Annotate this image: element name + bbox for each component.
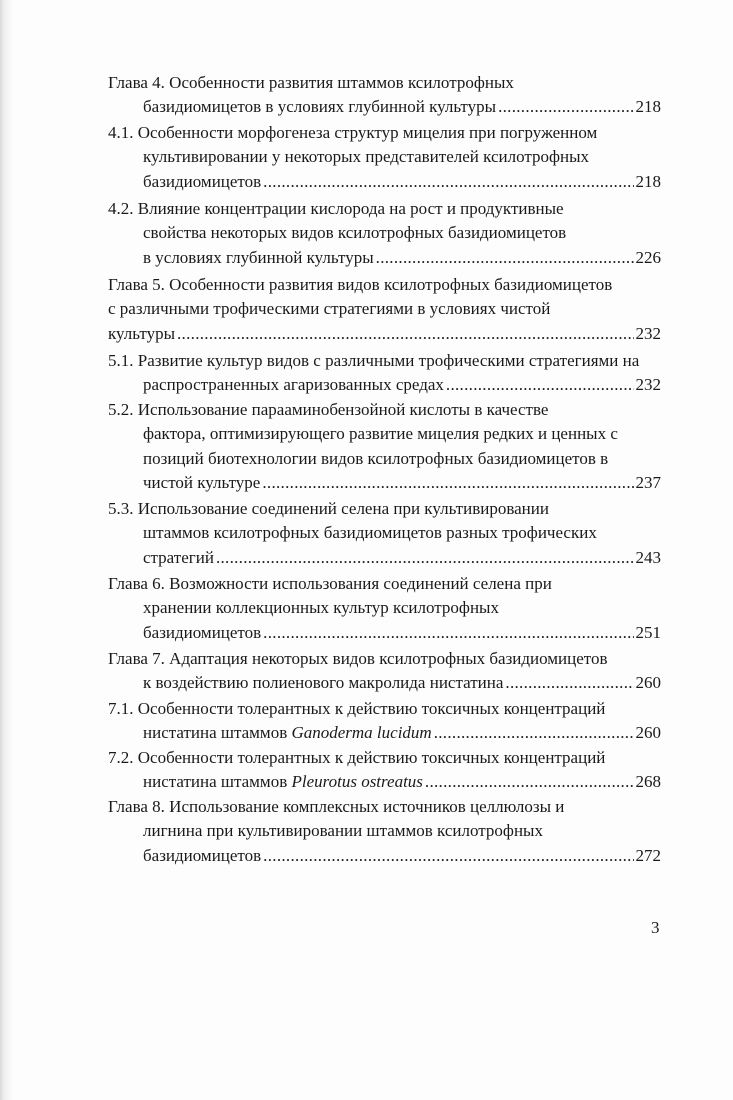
toc-page-number: 251 bbox=[635, 622, 661, 642]
toc-line-prefix: нистатина штаммов bbox=[143, 772, 292, 792]
species-name: Pleurotus ostreatus bbox=[291, 772, 423, 792]
toc-line: Глава 7. Адаптация некоторых видов ксилотрофных базидиомицетов bbox=[108, 649, 608, 668]
toc-last-line bbox=[108, 770, 661, 794]
toc-last-line bbox=[108, 621, 661, 645]
toc-entry-chapter-5 bbox=[108, 273, 661, 346]
dot-leader bbox=[434, 721, 634, 745]
toc-last-line bbox=[108, 246, 661, 270]
toc-line: штаммов ксилотрофных базидиомицетов разных трофических bbox=[143, 523, 597, 543]
toc-line: с различными трофическими стратегиями в условиях чистой bbox=[108, 299, 551, 319]
dot-leader bbox=[263, 170, 633, 194]
species-name: Ganoderma lucidum bbox=[291, 723, 432, 743]
dot-leader bbox=[505, 671, 633, 695]
page-number: 3 bbox=[651, 918, 660, 937]
toc-line-text: базидиомицетов bbox=[143, 622, 262, 642]
toc-entry-section-4-1 bbox=[108, 121, 661, 194]
toc-line-text: базидиомицетов в условиях глубинной культуры bbox=[143, 97, 497, 117]
toc-last-line bbox=[108, 671, 661, 695]
dot-leader bbox=[376, 246, 634, 270]
toc-line: Глава 6. Возможности использования соединений селена при bbox=[108, 574, 552, 593]
toc-line-text: в условиях глубинной культуры bbox=[143, 247, 374, 267]
dot-leader bbox=[263, 621, 633, 645]
toc-page-number: 218 bbox=[635, 97, 661, 117]
toc-line-text bbox=[143, 721, 432, 745]
toc-page-number: 232 bbox=[635, 375, 661, 395]
dot-leader bbox=[216, 546, 634, 570]
toc-last-line bbox=[108, 170, 661, 194]
toc-entry-section-7-2 bbox=[108, 746, 661, 795]
dot-leader bbox=[262, 471, 633, 495]
toc-line: культивировании у некоторых представителей ксилотрофных bbox=[143, 147, 590, 167]
toc-page-number: 272 bbox=[635, 845, 661, 865]
dot-leader bbox=[498, 95, 633, 119]
toc-line-text: чистой культуре bbox=[143, 472, 261, 492]
toc-line: Глава 4. Особенности развития штаммов ксилотрофных bbox=[108, 73, 514, 92]
toc-line: Глава 5. Особенности развития видов ксилотрофных базидиомицетов bbox=[108, 275, 613, 294]
toc-page-number: 232 bbox=[635, 323, 661, 343]
toc-entry-section-5-1 bbox=[108, 349, 661, 398]
toc-page-number: 226 bbox=[635, 247, 661, 267]
dot-leader bbox=[177, 322, 634, 346]
toc-line: 5.2. Использование парааминобензойной кислоты в качестве bbox=[108, 400, 549, 419]
toc-last-line bbox=[108, 721, 661, 745]
toc-line-text bbox=[143, 770, 423, 794]
toc-line-prefix: нистатина штаммов bbox=[143, 723, 292, 743]
toc-line: 4.1. Особенности морфогенеза структур мицелия при погруженном bbox=[108, 123, 598, 142]
toc-line-text: базидиомицетов bbox=[143, 845, 262, 865]
toc-entry-section-5-2 bbox=[108, 398, 661, 495]
toc-last-line bbox=[108, 844, 661, 868]
toc-page-number: 243 bbox=[635, 547, 661, 567]
toc-last-line bbox=[108, 322, 661, 346]
toc-line: Глава 8. Использование комплексных источников целлюлозы и bbox=[108, 797, 565, 816]
toc-entry-chapter-8 bbox=[108, 795, 661, 868]
toc-line: позиций биотехнологии видов ксилотрофных базидиомицетов в bbox=[143, 448, 609, 468]
dot-leader bbox=[425, 770, 634, 794]
toc-line: свойства некоторых видов ксилотрофных базидиомицетов bbox=[143, 223, 567, 243]
toc-line-text: к воздействию полиенового макролида нистатина bbox=[143, 673, 504, 693]
toc-line-text: распространенных агаризованных средах bbox=[143, 375, 444, 395]
toc-page-number: 260 bbox=[635, 673, 661, 693]
toc-last-line bbox=[108, 95, 661, 119]
toc-page-number: 268 bbox=[635, 772, 661, 792]
toc-line: 7.2. Особенности толерантных к действию токсичных концентраций bbox=[108, 748, 606, 767]
toc-line: фактора, оптимизирующего развитие мицелия редких и ценных с bbox=[143, 424, 618, 444]
toc-line-text: базидиомицетов bbox=[143, 171, 262, 191]
dot-leader bbox=[446, 373, 634, 397]
toc-entry-chapter-7 bbox=[108, 647, 661, 696]
toc-line: лигнина при культивировании штаммов ксилотрофных bbox=[143, 821, 543, 841]
toc-page-number: 237 bbox=[635, 472, 661, 492]
toc-line: 4.2. Влияние концентрации кислорода на рост и продуктивные bbox=[108, 199, 564, 218]
toc-line-text: культуры bbox=[108, 323, 175, 343]
toc-line: хранении коллекционных культур ксилотрофных bbox=[143, 598, 499, 618]
toc-line: 5.1. Развитие культур видов с различными трофическими стратегиями на bbox=[108, 351, 640, 370]
toc-page-number: 260 bbox=[635, 723, 661, 743]
toc-page-number: 218 bbox=[635, 171, 661, 191]
toc-line: 7.1. Особенности толерантных к действию токсичных концентраций bbox=[108, 699, 606, 718]
toc-line-text: стратегий bbox=[143, 547, 214, 567]
toc-last-line bbox=[108, 471, 661, 495]
toc-entry-section-5-3 bbox=[108, 497, 661, 570]
toc-line: 5.3. Использование соединений селена при культивировании bbox=[108, 499, 549, 518]
toc-entry-section-4-2 bbox=[108, 197, 661, 270]
toc-entry-section-7-1 bbox=[108, 697, 661, 746]
toc-entry-chapter-4 bbox=[108, 71, 661, 120]
toc-last-line bbox=[108, 546, 661, 570]
toc-last-line bbox=[108, 373, 661, 397]
dot-leader bbox=[263, 844, 633, 868]
toc-entry-chapter-6 bbox=[108, 572, 661, 645]
